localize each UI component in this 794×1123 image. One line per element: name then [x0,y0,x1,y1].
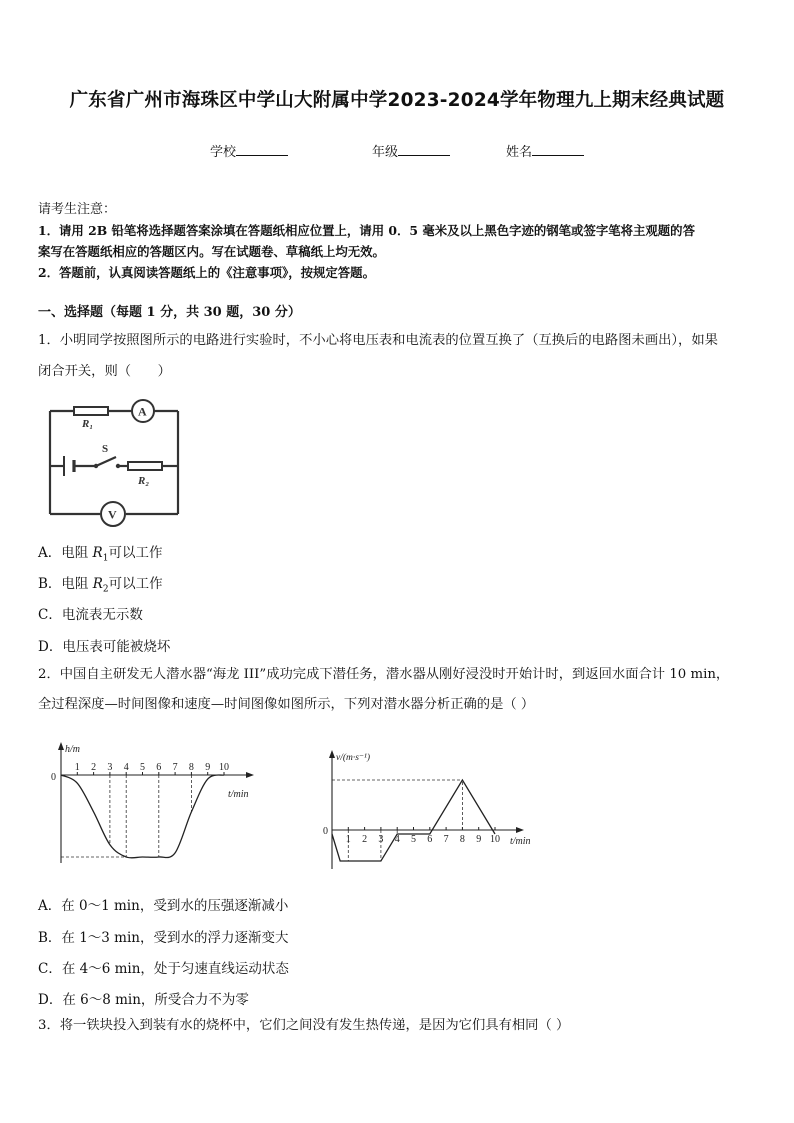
q1-circuit-diagram [44,396,184,528]
x-tick-label: 6 [427,834,433,845]
x-tick-label: 8 [459,834,465,845]
x-tick-label: 8 [188,762,194,773]
velocity-curve [332,780,495,861]
name-field [506,141,584,160]
q2-stem-a: 2．中国自主研发无人潜水器“海龙 III”成功完成下潜任务，潜水器从刚好浸没时开始计时，到返回水面合计 10 min， [38,667,730,682]
ammeter-label: A [138,404,147,419]
q2-option-a[interactable]: A．在 0～1 min，受到水的压强逐渐减小 [38,898,289,914]
q2-option-d[interactable]: D．在 6～8 min，所受合力不为零 [38,992,249,1008]
x-tick-label: 5 [140,762,145,773]
r2-label: R₂ [138,475,150,487]
x-axis-arrow [246,772,254,778]
depth-time-chart [40,738,270,873]
notice-line-2: 2．答题前，认真阅读答题纸上的《注意事项》，按规定答题。 [38,265,375,280]
x-tick-label: 3 [107,762,113,773]
notice-line-1b: 案写在答题纸相应的答题区内。写在试题卷、草稿纸上均无效。 [38,244,385,259]
y-axis-label: h/m [65,744,80,755]
q2-stem-b: 全过程深度—时间图像和速度—时间图像如图所示，下列对潜水器分析正确的是（ ） [38,697,535,712]
x-tick-label: 2 [91,762,97,773]
school-blank [236,143,288,156]
x-tick-label: 7 [172,762,178,773]
q1-option-c[interactable]: C．电流表无示数 [38,607,143,623]
notice-line-1a: 1．请用 2B 铅笔将选择题答案涂填在答题纸相应位置上，请用 0．5 毫米及以上黑色字迹的钢笔或签字笔将主观题的答 [38,223,695,238]
name-label: 姓名 [506,145,533,160]
q1-stem-a: 1．小明同学按照图所示的电路进行实验时，不小心将电压表和电流表的位置互换了（互换后的电路图未画出），如果 [38,333,718,348]
r1-label: R₁ [82,418,94,430]
section-heading: 一、选择题（每题 1 分，共 30 题，30 分） [38,305,301,320]
depth-curve [61,775,224,858]
switch-contact [116,464,120,468]
switch-label: S [102,443,109,455]
x-tick-label: 4 [394,834,400,845]
q2-option-c[interactable]: C．在 4～6 min，处于匀速直线运动状态 [38,961,289,977]
x-tick-label: 6 [156,762,162,773]
x-tick-label: 1 [345,834,351,845]
x-tick-label: 1 [74,762,80,773]
y-axis-arrow [329,750,335,758]
q3-stem: 3．将一铁块投入到装有水的烧杯中，它们之间没有发生热传递，是因为它们具有相同（ ） [38,1018,570,1033]
origin-label: 0 [323,826,328,837]
x-tick-label: 9 [476,834,482,845]
grade-label: 年级 [372,145,399,160]
name-blank [532,143,584,156]
x-tick-label: 3 [378,834,384,845]
x-axis-arrow [516,827,524,833]
x-tick-label: 10 [219,762,229,773]
q2-option-b[interactable]: B．在 1～3 min，受到水的浮力逐渐变大 [38,930,289,946]
x-tick-label: 5 [411,834,416,845]
q1-option-a[interactable]: A．电阻 $R_1$可以工作 [38,545,163,564]
y-axis-arrow [58,742,64,750]
x-axis-label: t/min [228,789,249,800]
q1-option-b[interactable]: B．电阻 $R_2$可以工作 [38,576,163,595]
r2-resistor [128,462,162,470]
x-tick-label: 10 [490,834,500,845]
x-tick-label: 2 [362,834,368,845]
grade-field [372,141,450,160]
q1-option-d[interactable]: D．电压表可能被烧坏 [38,639,171,655]
origin-label: 0 [51,772,56,783]
switch-contact [94,464,98,468]
grade-blank [398,143,450,156]
x-tick-label: 7 [443,834,449,845]
school-field [210,141,288,160]
velocity-time-chart [318,744,548,874]
x-tick-label: 4 [123,762,129,773]
q1-stem-b: 闭合开关，则（ ） [38,364,171,379]
r1-resistor [74,407,108,415]
x-axis-label: t/min [510,836,531,847]
y-axis-label: v/(m·s⁻¹) [336,753,370,763]
notice-heading: 请考生注意： [38,202,117,217]
voltmeter-label: V [108,507,117,522]
x-tick-label: 9 [205,762,211,773]
page-title: 广东省广州市海珠区中学山大附属中学2023-2024学年物理九上期末经典试题 [69,90,725,111]
school-label: 学校 [210,145,237,160]
